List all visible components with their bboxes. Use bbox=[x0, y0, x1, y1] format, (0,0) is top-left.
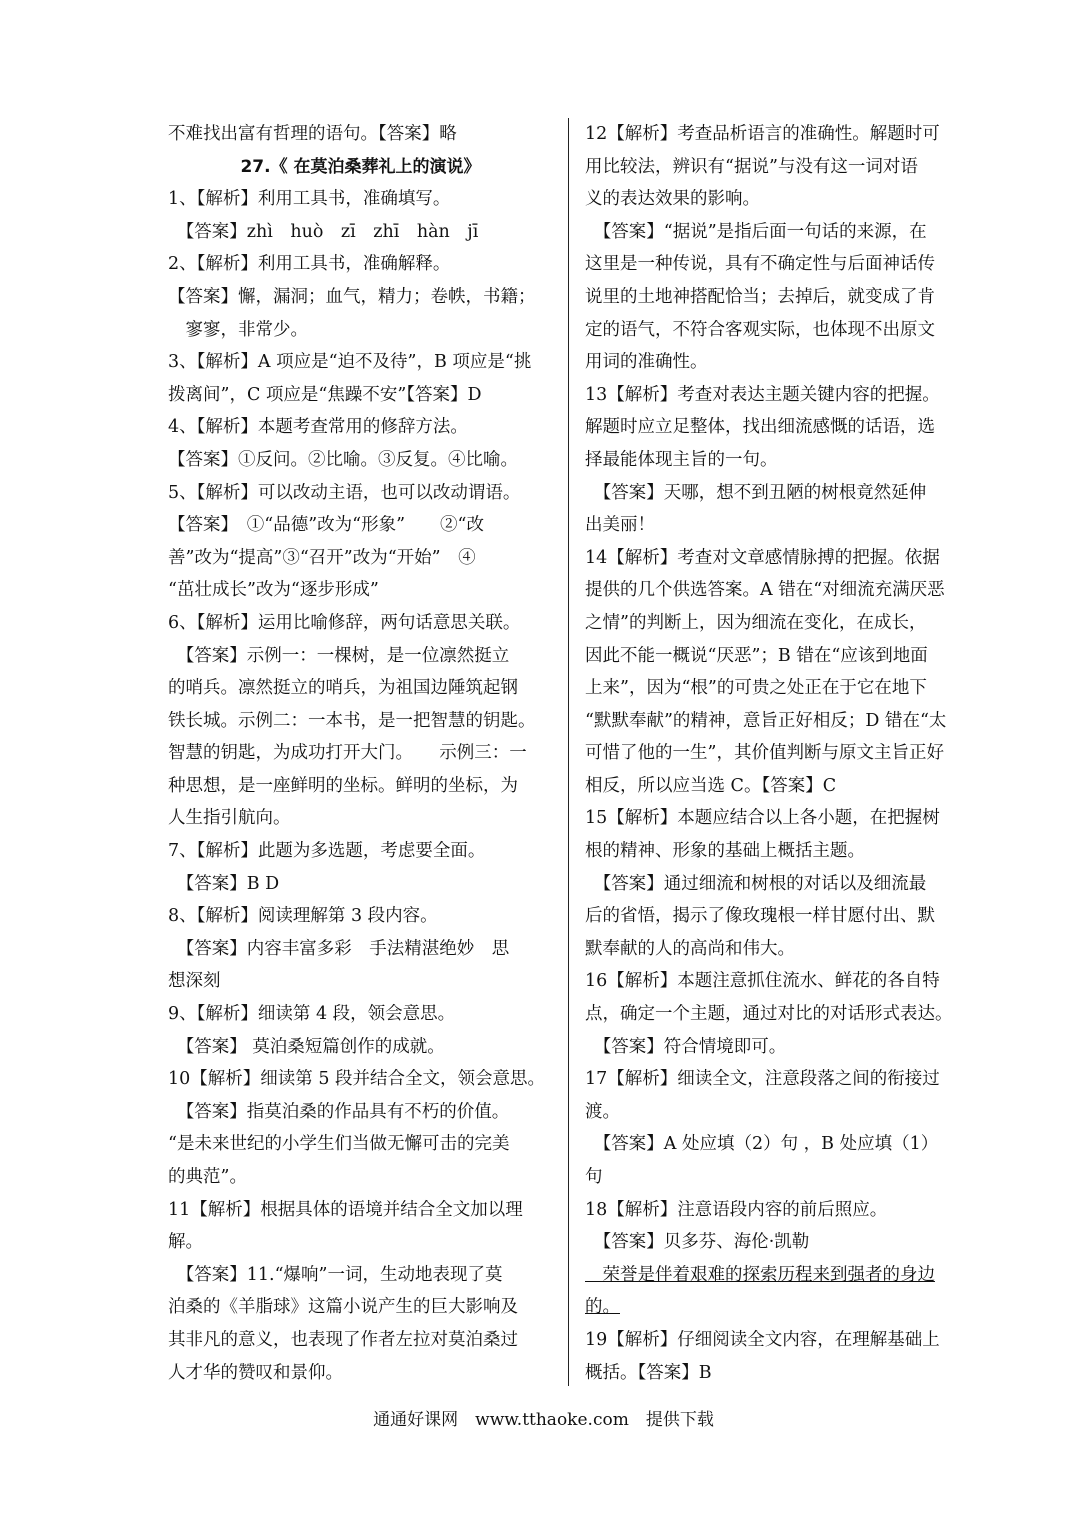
text-line: 【答案】指莫泊桑的作品具有不朽的价值。 bbox=[168, 1101, 510, 1122]
text-line: 解题时应立足整体，找出细流感慨的话语，选 bbox=[585, 417, 935, 438]
text-line: 泊桑的《羊脂球》这篇小说产生的巨大影响及 bbox=[168, 1297, 518, 1318]
text-line: “茁壮成长”改为“逐步形成” bbox=[168, 580, 379, 601]
left-column bbox=[168, 118, 553, 1389]
text-line: 的典范”。 bbox=[168, 1167, 247, 1187]
text-line: 【答案】示例一：一棵树，是一位凛然挺立 bbox=[168, 645, 510, 666]
footer-text: 通通好课网 www.tthaoke.com 提供下载 bbox=[373, 1410, 714, 1430]
text-line: 用比较法，辨识有“据说”与没有这一词对语 bbox=[585, 156, 918, 177]
text-line: 【答案】懈，漏洞；血气，精力；卷帙，书籍； bbox=[168, 286, 536, 307]
text-line: 人生指引航向。 bbox=[168, 808, 291, 829]
text-line: 点，确定一个主题，通过对比的对话形式表达。 bbox=[585, 1004, 953, 1025]
text-line: 择最能体现主旨的一句。 bbox=[585, 449, 778, 470]
text-line: 之情”的判断上，因为细流在变化，在成长， bbox=[585, 612, 927, 633]
text-line: 8、【解析】阅读理解第 3 段内容。 bbox=[168, 906, 438, 927]
text-line: 【答案】B D bbox=[168, 873, 280, 894]
text-line: 上来”，因为“根”的可贵之处正在于它在地下 bbox=[585, 678, 927, 699]
text-line: 【答案】 莫泊桑短篇创作的成就。 bbox=[168, 1036, 445, 1057]
text-line: 【答案】“据说”是指后面一句话的来源，在 bbox=[585, 221, 927, 242]
text-line: 的。 bbox=[585, 1297, 620, 1318]
text-line: “默默奉献”的精神，意旨正好相反；D 错在“太 bbox=[585, 710, 947, 731]
text-line: 17【解析】细读全文，注意段落之间的衔接过 bbox=[585, 1069, 940, 1090]
text-line: 10【解析】细读第 5 段并结合全文，领会意思。 bbox=[168, 1069, 546, 1090]
text-line: 种思想，是一座鲜明的坐标。鲜明的坐标，为 bbox=[168, 775, 518, 796]
text-line: 12【解析】考查品析语言的准确性。解题时可 bbox=[585, 124, 940, 144]
right-column bbox=[585, 118, 973, 1389]
text-line: 概括。【答案】B bbox=[585, 1362, 712, 1383]
text-line: 渡。 bbox=[585, 1101, 620, 1122]
text-line: 2、【解析】利用工具书，准确解释。 bbox=[168, 254, 451, 275]
text-line: 的哨兵。凛然挺立的哨兵，为祖国边陲筑起钢 bbox=[168, 678, 518, 699]
text-line: 【答案】贝多芬、海伦·凯勒 bbox=[585, 1232, 810, 1253]
text-line: 出美丽！ bbox=[585, 515, 655, 536]
text-line: 句 bbox=[585, 1167, 603, 1187]
text-line: 14【解析】考查对文章感情脉搏的把握。依据 bbox=[585, 547, 940, 568]
text-line: 其非凡的意义，也表现了作者左拉对莫泊桑过 bbox=[168, 1329, 518, 1350]
text-line: 【答案】A 处应填（2）句 ，B 处应填（1） bbox=[585, 1134, 939, 1155]
text-line: 寥寥，非常少。 bbox=[168, 319, 308, 340]
text-line: 9、【解析】细读第 4 段，领会意思。 bbox=[168, 1004, 456, 1025]
text-line: 15【解析】本题应结合以上各小题，在把握树 bbox=[585, 808, 940, 829]
text-line: 说里的土地神搭配恰当；去掉后，就变成了肯 bbox=[585, 286, 935, 307]
text-line: 16【解析】本题注意抓住流水、鲜花的各自特 bbox=[585, 971, 940, 992]
text-line: 提供的几个供选答案。A 错在“对细流充满厌恶 bbox=[585, 580, 945, 601]
text-line: 这里是一种传说，具有不确定性与后面神话传 bbox=[585, 254, 935, 275]
text-line: 想深刻 bbox=[168, 971, 221, 992]
text-line: “是未来世纪的小学生们当做无懈可击的完美 bbox=[168, 1134, 510, 1155]
text-line: 因此不能一概说“厌恶”；B 错在“应该到地面 bbox=[585, 645, 928, 666]
text-line: 用词的准确性。 bbox=[585, 352, 708, 373]
text-line: 定的语气，不符合客观实际，也体现不出原文 bbox=[585, 319, 935, 340]
text-line: 相反，所以应当选 C。【答案】C bbox=[585, 775, 837, 796]
text-line: 7、【解析】此题为多选题，考虑要全面。 bbox=[168, 841, 486, 862]
column-divider bbox=[568, 118, 569, 1386]
text-line: 4、【解析】本题考查常用的修辞方法。 bbox=[168, 417, 468, 438]
text-line: 【答案】①反问。②比喻。③反复。④比喻。 bbox=[168, 449, 518, 470]
text-line: 后的省悟，揭示了像玫瑰根一样甘愿付出、默 bbox=[585, 906, 935, 927]
text-line: 1、【解析】利用工具书，准确填写。 bbox=[168, 189, 451, 210]
text-line: 13【解析】考查对表达主题关键内容的把握。 bbox=[585, 384, 940, 405]
text-line: 19【解析】仔细阅读全文内容，在理解基础上 bbox=[585, 1329, 940, 1350]
text-line: 铁长城。示例二：一本书，是一把智慧的钥匙。 bbox=[168, 710, 536, 731]
text-line: 善”改为“提高”③“召开”改为“开始” ④ bbox=[168, 547, 476, 568]
text-line: 可惜了他的一生”，其价值判断与原文主旨正好 bbox=[585, 743, 944, 764]
section-title: 27.《 在莫泊桑葬礼上的演说》 bbox=[240, 156, 481, 177]
text-line: 3、【解析】A 项应是“迫不及待”，B 项应是“挑 bbox=[168, 352, 532, 373]
text-line: 6、【解析】运用比喻修辞，两句话意思关联。 bbox=[168, 612, 521, 633]
text-line: 11【解析】根据具体的语境并结合全文加以理 bbox=[168, 1199, 523, 1220]
text-line: 解。 bbox=[168, 1232, 203, 1253]
text-line: 【答案】天哪，想不到丑陋的树根竟然延伸 bbox=[585, 482, 927, 503]
text-line: 【答案】 ①“品德”改为“形象” ②“改 bbox=[168, 515, 484, 536]
text-line: 【答案】内容丰富多彩 手法精湛绝妙 思 bbox=[168, 938, 510, 959]
text-line: 人才华的赞叹和景仰。 bbox=[168, 1362, 343, 1383]
text-line: 5、【解析】可以改动主语，也可以改动谓语。 bbox=[168, 482, 521, 503]
text-line: 不难找出富有哲理的语句。【答案】略 bbox=[168, 124, 457, 144]
text-line: 智慧的钥匙，为成功打开大门。 示例三：一 bbox=[168, 743, 527, 764]
text-line: 拨离间”，C 项应是“焦躁不安”【答案】D bbox=[168, 384, 482, 405]
text-line: 18【解析】注意语段内容的前后照应。 bbox=[585, 1199, 888, 1220]
text-line: 【答案】zhì huò zī zhī hàn jī bbox=[168, 221, 479, 242]
text-line: 根的精神、形象的基础上概括主题。 bbox=[585, 841, 865, 862]
text-line: 默奉献的人的高尚和伟大。 bbox=[585, 938, 795, 959]
text-line: 【答案】11.“爆响”一词，生动地表现了莫 bbox=[168, 1264, 503, 1285]
text-line: 义的表达效果的影响。 bbox=[585, 189, 760, 210]
text-line: 【答案】符合情境即可。 bbox=[585, 1036, 787, 1057]
text-line: 【答案】通过细流和树根的对话以及细流最 bbox=[585, 873, 927, 894]
text-line: 荣誉是伴着艰难的探索历程来到强者的身边 bbox=[585, 1264, 935, 1285]
